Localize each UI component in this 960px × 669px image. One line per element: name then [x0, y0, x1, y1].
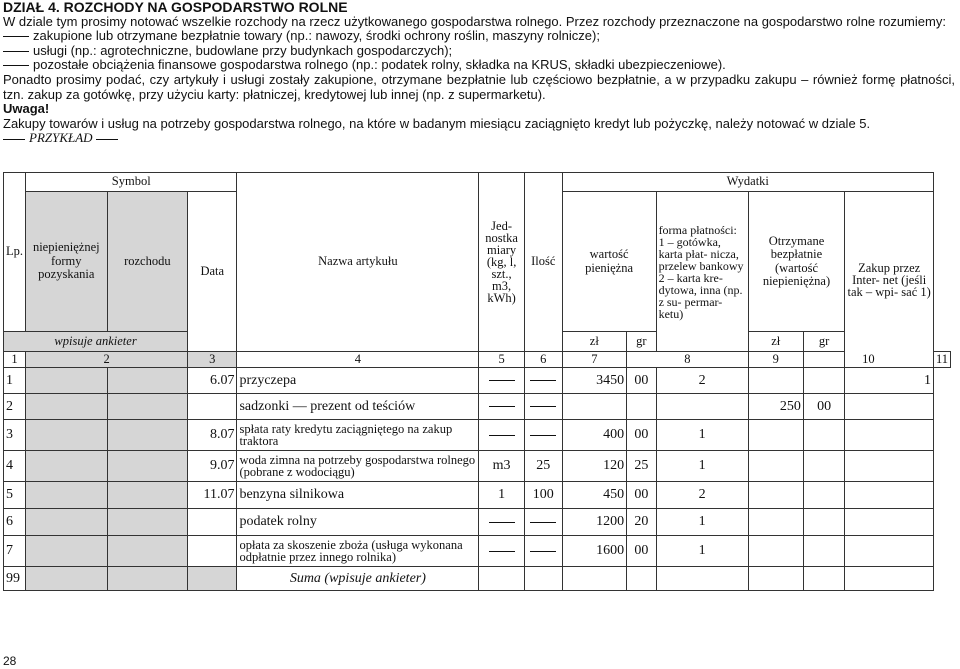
- table-row: [4, 368, 951, 394]
- expenses-header: Wydatki: [562, 173, 933, 192]
- gr-header: gr: [803, 332, 844, 352]
- row-date: [188, 536, 237, 567]
- row-lp: 5: [4, 482, 26, 509]
- sum-label: Suma (wpisuje ankieter): [237, 567, 479, 591]
- row-value-gr: 00: [627, 368, 657, 394]
- cell-expense-type: [107, 420, 188, 451]
- row-free-zl: [748, 420, 803, 451]
- row-free-zl: [748, 482, 803, 509]
- row-free-zl: 250: [748, 394, 803, 420]
- row-unit: [479, 394, 525, 420]
- example-label: PRZYKŁAD: [3, 131, 955, 146]
- internet-header: Zakup przez Inter- net (jeśli tak – wpi- sać 1): [845, 192, 934, 368]
- row-unit: [479, 420, 525, 451]
- nonmonetary-header: niepieniężnej formy pozyskania: [26, 192, 108, 332]
- row-value-gr: 00: [627, 536, 657, 567]
- symbol-header: Symbol: [26, 173, 237, 192]
- row-free-zl: [748, 509, 803, 536]
- row-value-gr: 00: [627, 420, 657, 451]
- dash-mark: [96, 139, 118, 140]
- dash-mark: [3, 36, 29, 37]
- sum-row: [4, 567, 951, 591]
- row-quantity: 25: [524, 451, 562, 482]
- cell-nonmonetary: [26, 509, 108, 536]
- cell-expense-type: [107, 368, 188, 394]
- cell-nonmonetary: [26, 394, 108, 420]
- dash-mark: [530, 522, 556, 523]
- data-rows: [4, 368, 951, 567]
- row-lp: 2: [4, 394, 26, 420]
- row-free-zl: [748, 536, 803, 567]
- row-payment-form: [656, 394, 748, 420]
- cell-empty: [845, 567, 934, 591]
- col-num: 4: [237, 352, 479, 368]
- dash-mark: [530, 551, 556, 552]
- sum-lp: 99: [4, 567, 26, 591]
- row-internet: [845, 482, 934, 509]
- row-date: [188, 509, 237, 536]
- col-num: 10: [803, 352, 933, 368]
- row-item-name: podatek rolny: [237, 509, 479, 536]
- row-value-zl: 1600: [562, 536, 627, 567]
- row-internet: 1: [845, 368, 934, 394]
- gr-header: gr: [627, 332, 657, 352]
- col-num: 7: [562, 352, 627, 368]
- row-value-zl: 450: [562, 482, 627, 509]
- page-number: 28: [3, 654, 17, 668]
- row-free-gr: [803, 420, 844, 451]
- cell-empty: [107, 567, 188, 591]
- table-row: [4, 420, 951, 451]
- cell-empty: [479, 567, 525, 591]
- row-lp: 1: [4, 368, 26, 394]
- monetary-value-header: wartość pieniężna: [562, 192, 656, 332]
- row-free-gr: 00: [803, 394, 844, 420]
- row-item-name: benzyna silnikowa: [237, 482, 479, 509]
- cell-empty: [656, 567, 748, 591]
- row-payment-form: 1: [656, 536, 748, 567]
- warning-label: Uwaga!: [3, 101, 50, 117]
- row-payment-form: 2: [656, 368, 748, 394]
- table-row: [4, 509, 951, 536]
- payment-paragraph: Ponadto prosimy podać, czy artykuły i usługi zostały zakupione, otrzymane bezpłatnie lub częściowo bezpłatnie, a w przypadku zakupu – również formę płatności, tzn. zakup za gotówkę, przy użyciu karty: płatniczej, kredytowej lub innej (np. z supermarketu).: [3, 71, 955, 102]
- unit-header: Jed- nostka miary (kg, l, szt., m3, kWh): [479, 173, 525, 352]
- row-quantity: [524, 509, 562, 536]
- row-internet: [845, 509, 934, 536]
- bullet-other: [3, 58, 955, 73]
- row-unit: 1: [479, 482, 525, 509]
- row-free-gr: [803, 509, 844, 536]
- row-value-gr: 00: [627, 482, 657, 509]
- row-date: 6.07: [188, 368, 237, 394]
- dash-mark: [489, 435, 515, 436]
- row-lp: 6: [4, 509, 26, 536]
- payment-form-header: forma płatności: 1 – gotówka, karta płat- nicza, przelew bankowy 2 – karta kre- dytowa, inna (np. z su- permar- ketu): [656, 192, 748, 352]
- row-unit: [479, 368, 525, 394]
- cell-expense-type: [107, 536, 188, 567]
- row-value-gr: 25: [627, 451, 657, 482]
- row-date: 9.07: [188, 451, 237, 482]
- row-lp: 3: [4, 420, 26, 451]
- row-lp: 4: [4, 451, 26, 482]
- lp-header: Lp.: [4, 173, 26, 332]
- cell-nonmonetary: [26, 536, 108, 567]
- cell-nonmonetary: [26, 368, 108, 394]
- name-header: Nazwa artykułu: [237, 173, 479, 352]
- cell-nonmonetary: [26, 482, 108, 509]
- col-num: 2: [26, 352, 188, 368]
- row-quantity: [524, 394, 562, 420]
- section-heading: DZIAŁ 4. ROZCHODY NA GOSPODARSTWO ROLNE: [3, 0, 348, 15]
- table-row: [4, 451, 951, 482]
- expenses-table: [3, 172, 951, 591]
- intro-section: [3, 0, 955, 146]
- dash-mark: [530, 435, 556, 436]
- col-num: 11: [933, 352, 950, 368]
- row-unit: [479, 509, 525, 536]
- row-item-name: sadzonki — prezent od teściów: [237, 394, 479, 420]
- quantity-header: Ilość: [524, 173, 562, 352]
- row-payment-form: 1: [656, 420, 748, 451]
- bullet-services: [3, 44, 955, 59]
- cell-expense-type: [107, 509, 188, 536]
- zl-header: zł: [562, 332, 627, 352]
- dash-mark: [530, 406, 556, 407]
- dash-mark: [489, 380, 515, 381]
- interviewer-note: wpisuje ankieter: [4, 332, 188, 352]
- bullet-text: pozostałe obciążenia finansowe gospodarstwa rolnego (np.: podatek rolny, składka na KRUS, składki ubezpieczeniowe).: [33, 57, 726, 73]
- row-value-zl: 120: [562, 451, 627, 482]
- col-num: 6: [524, 352, 562, 368]
- row-value-gr: [627, 394, 657, 420]
- row-value-zl: 400: [562, 420, 627, 451]
- row-date: 8.07: [188, 420, 237, 451]
- row-item-name: woda zimna na potrzeby gospodarstwa rolnego (pobrane z wodociągu): [237, 451, 479, 482]
- cell-empty: [803, 567, 844, 591]
- free-value-header: Otrzymane bezpłatnie (wartość niepieniężna): [748, 192, 845, 332]
- row-value-zl: [562, 394, 627, 420]
- row-item-name: przyczepa: [237, 368, 479, 394]
- col-num: 1: [4, 352, 26, 368]
- col-num: 5: [479, 352, 525, 368]
- row-date: 11.07: [188, 482, 237, 509]
- cell-expense-type: [107, 451, 188, 482]
- cell-empty: [562, 567, 627, 591]
- dash-mark: [3, 51, 29, 52]
- dash-mark: [489, 406, 515, 407]
- row-lp: 7: [4, 536, 26, 567]
- cell-expense-type: [107, 482, 188, 509]
- cell-empty: [748, 567, 803, 591]
- cell-empty: [26, 567, 108, 591]
- row-internet: [845, 394, 934, 420]
- row-value-zl: 1200: [562, 509, 627, 536]
- cell-empty: [188, 567, 237, 591]
- cell-nonmonetary: [26, 451, 108, 482]
- zl-header: zł: [748, 332, 803, 352]
- col-num: 9: [748, 352, 803, 368]
- cell-expense-type: [107, 394, 188, 420]
- row-quantity: [524, 420, 562, 451]
- row-free-gr: [803, 368, 844, 394]
- row-free-gr: [803, 482, 844, 509]
- row-internet: [845, 451, 934, 482]
- row-free-zl: [748, 368, 803, 394]
- row-date: [188, 394, 237, 420]
- intro-paragraph: W dziale tym prosimy notować wszelkie rozchody na rzecz użytkowanego gospodarstwa rolnego. Przez rozchody przeznaczone na gospodarstwo rolne rozumiemy:: [3, 13, 946, 29]
- dash-mark: [3, 139, 25, 140]
- row-quantity: [524, 368, 562, 394]
- row-quantity: 100: [524, 482, 562, 509]
- dash-mark: [530, 380, 556, 381]
- dash-mark: [489, 522, 515, 523]
- cell-nonmonetary: [26, 420, 108, 451]
- row-value-gr: 20: [627, 509, 657, 536]
- row-free-gr: [803, 451, 844, 482]
- col-num: 8: [627, 352, 749, 368]
- row-payment-form: 1: [656, 509, 748, 536]
- row-internet: [845, 536, 934, 567]
- bullet-goods: [3, 29, 955, 44]
- bullet-text: usługi (np.: agrotechniczne, budowlane przy budynkach gospodarczych);: [33, 42, 453, 58]
- cell-empty: [627, 567, 657, 591]
- cell-empty: [524, 567, 562, 591]
- row-payment-form: 1: [656, 451, 748, 482]
- table-row: [4, 482, 951, 509]
- row-quantity: [524, 536, 562, 567]
- row-item-name: opłata za skoszenie zboża (usługa wykonana odpłatnie przez innego rolnika): [237, 536, 479, 567]
- column-numbers-row: [4, 352, 951, 368]
- row-value-zl: 3450: [562, 368, 627, 394]
- expense-type-header: rozchodu: [107, 192, 188, 332]
- date-header: Data: [188, 192, 237, 352]
- table-row: [4, 536, 951, 567]
- row-free-zl: [748, 451, 803, 482]
- table-row: [4, 394, 951, 420]
- dash-mark: [3, 65, 29, 66]
- row-free-gr: [803, 536, 844, 567]
- dash-mark: [489, 551, 515, 552]
- row-unit: [479, 536, 525, 567]
- credit-paragraph: Zakupy towarów i usług na potrzeby gospodarstwa rolnego, na które w badanym miesiącu zaciągnięto kredyt lub pożyczkę, należy notować w dziale 5.: [3, 115, 871, 131]
- row-item-name: spłata raty kredytu zaciągniętego na zakup traktora: [237, 420, 479, 451]
- bullet-text: zakupione lub otrzymane bezpłatnie towary (np.: nawozy, środki ochrony roślin, maszyny rolnicze);: [33, 28, 600, 44]
- row-internet: [845, 420, 934, 451]
- row-unit: m3: [479, 451, 525, 482]
- col-num: 3: [188, 352, 237, 368]
- row-payment-form: 2: [656, 482, 748, 509]
